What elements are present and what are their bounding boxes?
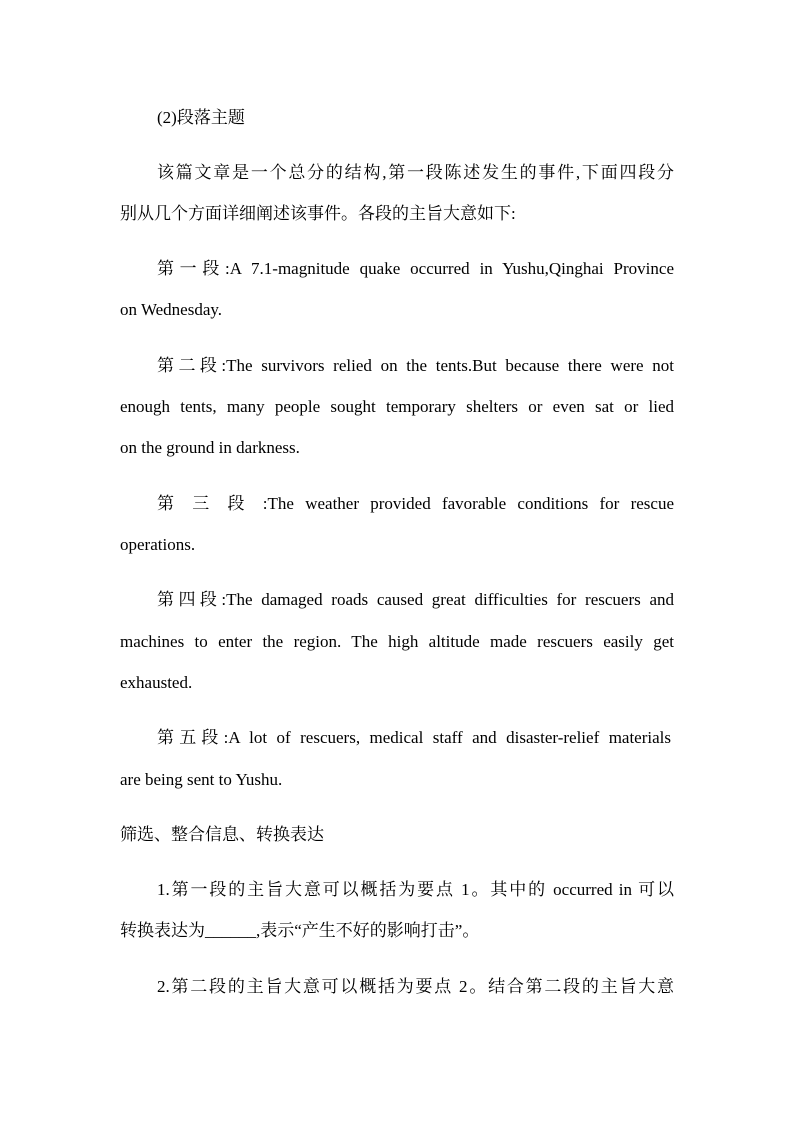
section-heading: (2)段落主题 <box>157 108 245 127</box>
paragraph3-line-2: operations. <box>120 535 196 554</box>
question1-line-2: 转换表达为______,表示“产生不好的影响打击”。 <box>120 921 480 940</box>
question2-line-1: 2.第二段的主旨大意可以概括为要点 2。结合第二段的主旨大意 <box>157 977 674 996</box>
paragraph2-line-2: enough tents, many people sought temporary shelters or even sat or lied <box>120 397 674 416</box>
paragraph4-line-2: machines to enter the region. The high altitude made rescuers easily get <box>120 632 674 651</box>
task-heading: 筛选、整合信息、转换表达 <box>120 825 324 844</box>
paragraph1-line-1: 第一段:A 7.1-magnitude quake occurred in Yushu,Qinghai Province <box>157 259 674 278</box>
paragraph5-line-2: are being sent to Yushu. <box>120 770 283 789</box>
paragraph3-line-1: 第 三 段 :The weather provided favorable conditions for rescue <box>157 494 674 513</box>
paragraph5-line-1: 第五段:A lot of rescuers, medical staff and disaster-relief materials <box>157 728 671 747</box>
question1-line-1: 1.第一段的主旨大意可以概括为要点 1。其中的 occurred in 可以 <box>157 880 674 899</box>
paragraph4-line-1: 第四段:The damaged roads caused great difficulties for rescuers and <box>157 590 674 609</box>
paragraph2-line-3: on the ground in darkness. <box>120 438 300 457</box>
intro-line-1: 该篇文章是一个总分的结构,第一段陈述发生的事件,下面四段分 <box>157 163 674 182</box>
paragraph1-line-2: on Wednesday. <box>120 300 223 319</box>
paragraph4-line-3: exhausted. <box>120 673 193 692</box>
intro-line-2: 别从几个方面详细阐述该事件。各段的主旨大意如下: <box>120 204 516 223</box>
paragraph2-line-1: 第二段:The survivors relied on the tents.But because there were not <box>157 356 674 375</box>
